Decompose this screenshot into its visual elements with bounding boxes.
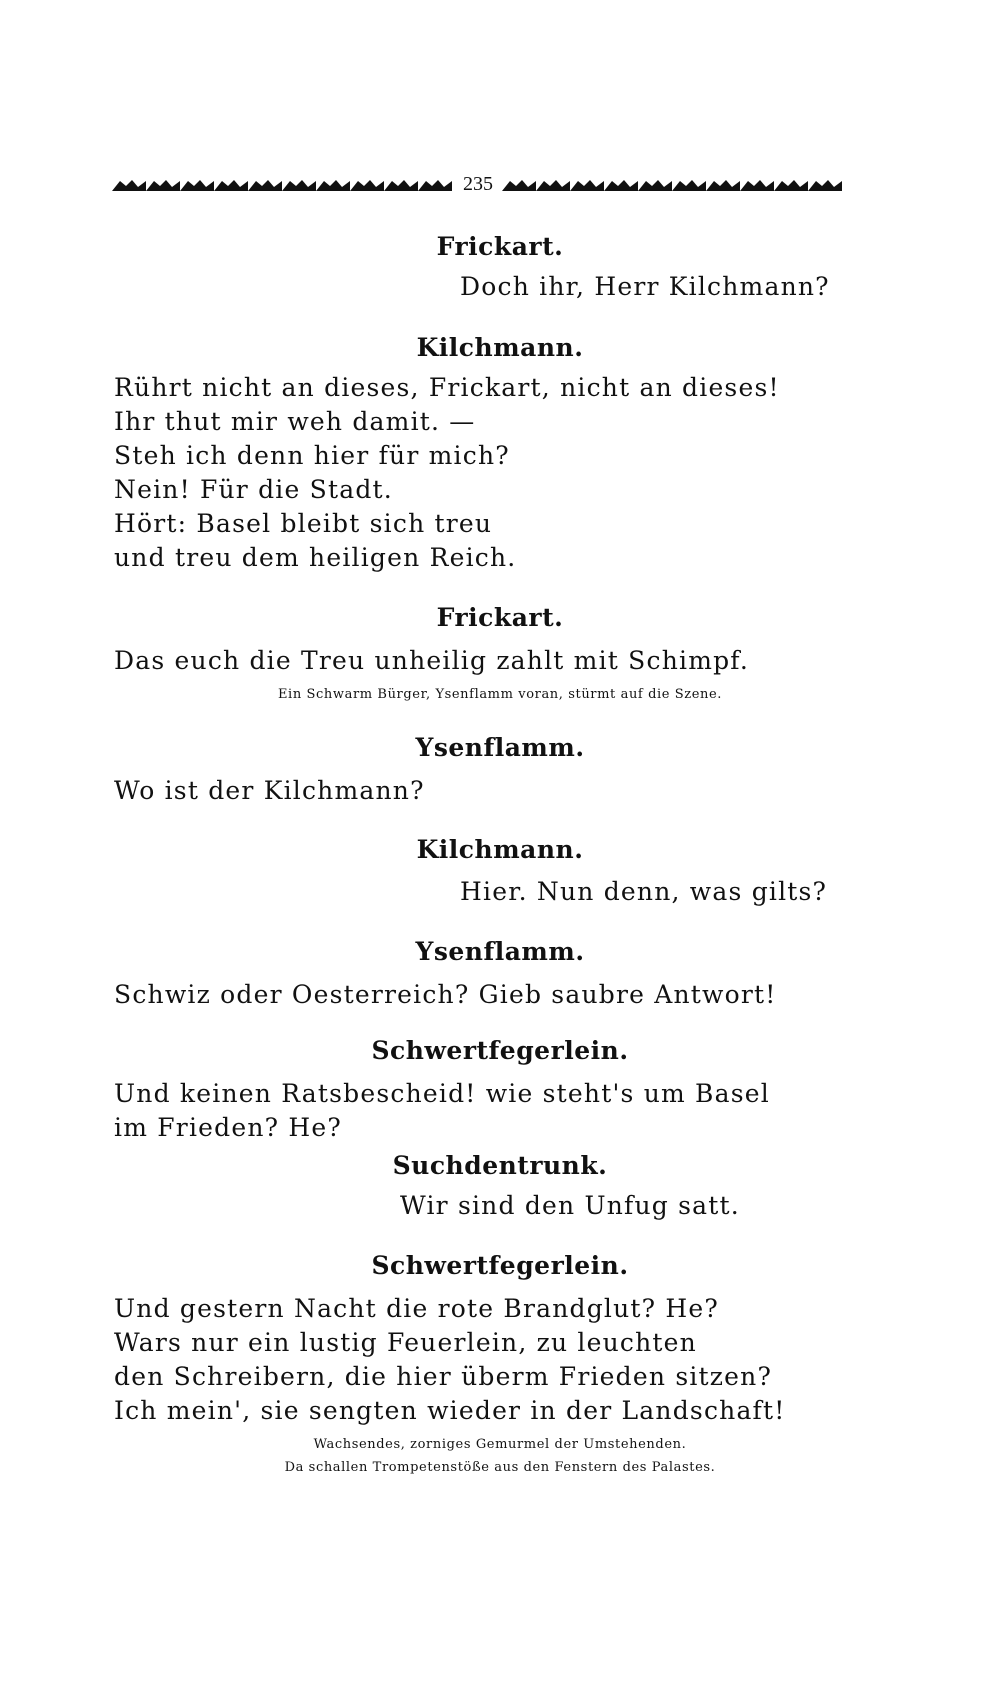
speaker-name: Schwertfegerlein.	[371, 1036, 629, 1065]
speaker-name: Kilchmann.	[416, 835, 584, 864]
verse-line: Und keinen Ratsbescheid! wie steht's um Basel	[114, 1079, 770, 1108]
header-ornament-right	[502, 178, 842, 194]
verse-line: Wir sind den Unfug satt.	[400, 1191, 740, 1220]
verse-line: Ich mein', sie sengten wieder in der Landschaft!	[114, 1396, 786, 1425]
verse-line: Hier. Nun denn, was gilts?	[460, 877, 828, 906]
header-ornament-left	[112, 178, 452, 194]
speaker-name: Ysenflamm.	[415, 937, 585, 966]
verse-line: Wars nur ein lustig Feuerlein, zu leuchten	[114, 1328, 697, 1357]
speaker-name: Suchdentrunk.	[392, 1151, 608, 1180]
speaker-name: Kilchmann.	[416, 333, 584, 362]
stage-direction: Wachsendes, zorniges Gemurmel der Umstehenden.	[313, 1437, 687, 1452]
verse-line: Und gestern Nacht die rote Brandglut? He?	[114, 1294, 720, 1323]
speaker-name: Ysenflamm.	[415, 733, 585, 762]
verse-line: und treu dem heiligen Reich.	[114, 543, 517, 572]
speaker-name: Schwertfegerlein.	[371, 1251, 629, 1280]
verse-line: Hört: Basel bleibt sich treu	[114, 509, 493, 538]
page-number: 235	[463, 173, 493, 195]
verse-line: Wo ist der Kilchmann?	[114, 776, 425, 805]
verse-line: Doch ihr, Herr Kilchmann?	[460, 272, 830, 301]
speaker-name: Frickart.	[436, 232, 564, 261]
speaker-name: Frickart.	[436, 603, 564, 632]
stage-direction: Ein Schwarm Bürger, Ysenflamm voran, stürmt auf die Szene.	[277, 687, 723, 702]
stage-direction: Da schallen Trompetenstöße aus den Fenstern des Palastes.	[284, 1460, 716, 1475]
verse-line: Rührt nicht an dieses, Frickart, nicht an dieses!	[114, 373, 780, 402]
verse-line: Das euch die Treu unheilig zahlt mit Schimpf.	[114, 646, 750, 675]
verse-line: Nein! Für die Stadt.	[114, 475, 393, 504]
verse-line: Ihr thut mir weh damit. —	[114, 407, 476, 436]
verse-line: Steh ich denn hier für mich?	[114, 441, 510, 470]
verse-line: im Frieden? He?	[114, 1113, 342, 1142]
verse-line: Schwiz oder Oesterreich? Gieb saubre Antwort!	[114, 980, 777, 1009]
verse-line: den Schreibern, die hier überm Frieden sitzen?	[114, 1362, 773, 1391]
